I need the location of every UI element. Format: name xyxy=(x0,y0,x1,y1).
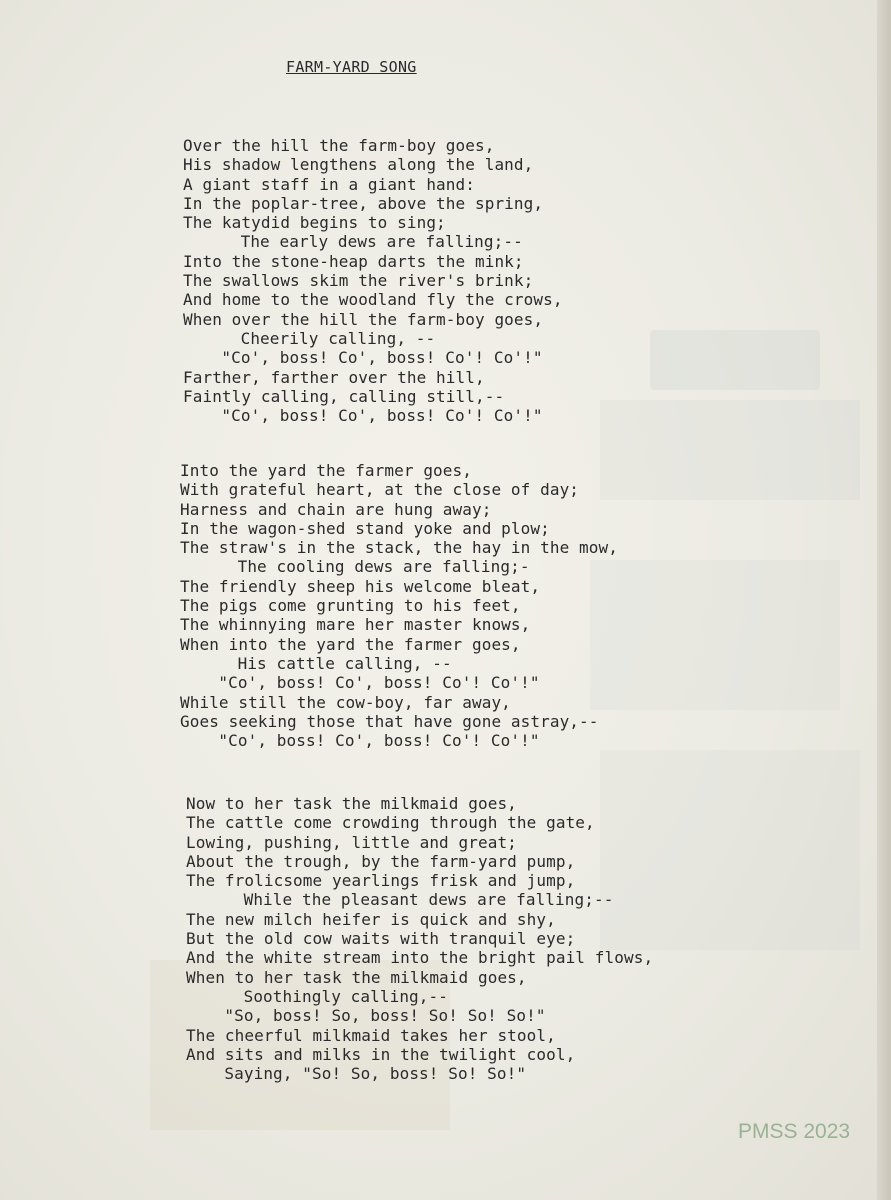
poem-line: "Co', boss! Co', boss! Co'! Co'!" xyxy=(221,348,543,368)
poem-line: In the poplar-tree, above the spring, xyxy=(183,193,544,213)
stanza-1 xyxy=(183,136,563,425)
poem-line: The cattle come crowding through the gate, xyxy=(186,813,595,833)
poem-line: "So, boss! So, boss! So! So! So!" xyxy=(224,1006,546,1026)
stanza-2 xyxy=(180,461,618,750)
poem-line: When over the hill the farm-boy goes, xyxy=(183,309,544,329)
poem-line: Into the stone-heap darts the mink; xyxy=(183,251,524,271)
poem-line: In the wagon-shed stand yoke and plow; xyxy=(180,518,550,538)
poem-line: Over the hill the farm-boy goes, xyxy=(183,136,495,155)
poem-line: Saying, "So! So, boss! So! So!" xyxy=(224,1064,527,1084)
poem-line: But the old cow waits with tranquil eye; xyxy=(186,929,576,949)
poem-line: Into the yard the farmer goes, xyxy=(180,461,472,480)
poem-line: Soothingly calling,-- xyxy=(243,986,448,1006)
poem-line: About the trough, by the farm-yard pump, xyxy=(186,851,576,871)
poem-line: The straw's in the stack, the hay in the mow, xyxy=(180,538,618,558)
poem-line: "Co', boss! Co', boss! Co'! Co'!" xyxy=(218,731,540,751)
poem-line: While still the cow-boy, far away, xyxy=(180,692,511,712)
page-edge xyxy=(877,0,891,1200)
bleed-through-shape xyxy=(600,400,860,500)
poem-line: Cheerily calling, -- xyxy=(240,328,436,348)
bleed-through-shape xyxy=(650,330,820,390)
poem-line: The early dews are falling;-- xyxy=(240,232,523,252)
poem-line: When into the yard the farmer goes, xyxy=(180,634,521,654)
poem-line: The whinnying mare her master knows, xyxy=(180,615,531,635)
poem-line: Harness and chain are hung away; xyxy=(180,499,492,519)
poem-line: When to her task the milkmaid goes, xyxy=(186,967,527,987)
poem-title: FARM-YARD SONG xyxy=(286,58,417,76)
poem-line: Farther, farther over the hill, xyxy=(183,367,485,387)
poem-line: The cooling dews are falling;- xyxy=(237,557,530,577)
poem-line: His shadow lengthens along the land, xyxy=(183,155,534,175)
poem-line: The swallows skim the river's brink; xyxy=(183,271,534,291)
poem-line: And home to the woodland fly the crows, xyxy=(183,290,563,310)
poem-line: His cattle calling, -- xyxy=(237,653,452,673)
poem-line: With grateful heart, at the close of day; xyxy=(180,480,580,500)
poem-line: The friendly sheep his welcome bleat, xyxy=(180,576,541,596)
poem-line: The new milch heifer is quick and shy, xyxy=(186,909,556,929)
poem-line: "Co', boss! Co', boss! Co'! Co'!" xyxy=(221,406,543,426)
archive-watermark: PMSS 2023 xyxy=(738,1120,851,1143)
poem-line: Lowing, pushing, little and great; xyxy=(186,832,517,852)
poem-line: And the white stream into the bright pail flows, xyxy=(186,948,654,968)
poem-line: Goes seeking those that have gone astray,-- xyxy=(180,711,599,731)
poem-line: A giant staff in a giant hand: xyxy=(183,174,475,194)
stanza-3 xyxy=(186,794,653,1083)
poem-line: While the pleasant dews are falling;-- xyxy=(243,890,614,910)
poem-line: Now to her task the milkmaid goes, xyxy=(186,794,517,813)
poem-line: The frolicsome yearlings frisk and jump, xyxy=(186,871,576,891)
poem-line: The pigs come grunting to his feet, xyxy=(180,596,521,616)
poem-line: "Co', boss! Co', boss! Co'! Co'!" xyxy=(218,673,540,693)
poem-line: The cheerful milkmaid takes her stool, xyxy=(186,1025,556,1045)
poem-line: And sits and milks in the twilight cool, xyxy=(186,1044,576,1064)
poem-line: The katydid begins to sing; xyxy=(183,213,446,233)
poem-line: Faintly calling, calling still,-- xyxy=(183,386,505,406)
bleed-through-shape xyxy=(590,560,840,710)
